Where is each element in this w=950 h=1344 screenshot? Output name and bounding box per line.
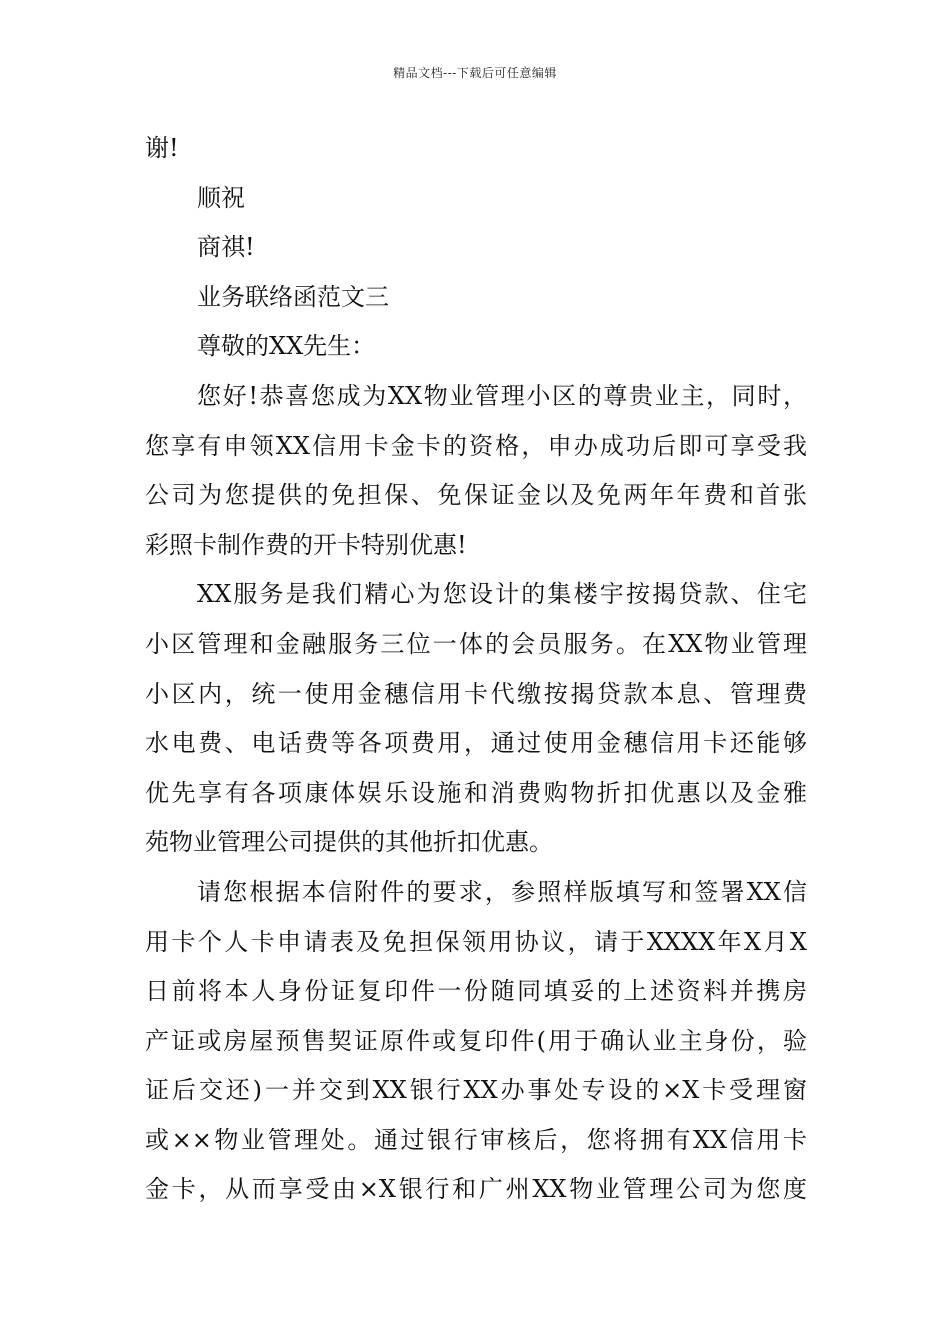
page-header: 精品文档---下载后可任意编辑 [393,66,557,80]
text-line: 顺祝 [197,183,245,212]
text-line: 公司为您提供的免担保、免保证金以及免两年年费和首张 [145,481,807,510]
text-line: 优先享有各项康体娱乐设施和消费购物折扣优惠以及金雅 [145,778,807,807]
text-line: 水电费、电话费等各项费用，通过使用金穗信用卡还能够 [145,729,807,758]
text-line: 请您根据本信附件的要求，参照样版填写和签署XX信 [197,877,807,906]
text-line: 谢! [145,134,179,162]
text-line: 或××物业管理处。通过银行审核后，您将拥有XX信用卡 [145,1125,807,1154]
text-line: 金卡，从而享受由×X银行和广州XX物业管理公司为您度 [145,1175,807,1204]
text-line: 您好!恭喜您成为XX物业管理小区的尊贵业主，同时， [197,381,807,410]
text-line: 小区管理和金融服务三位一体的会员服务。在XX物业管理 [145,629,807,658]
text-line: 苑物业管理公司提供的其他折扣优惠。 [145,828,553,857]
document-body [145,124,807,1215]
text-line: 业务联络函范文三 [197,282,389,311]
text-line: 彩照卡制作费的开卡特别优惠! [145,530,467,559]
text-line: 小区内，统一使用金穗信用卡代缴按揭贷款本息、管理费 [145,679,807,708]
text-line: 您享有申领XX信用卡金卡的资格，申办成功后即可享受我 [145,431,807,460]
text-line: 日前将本人身份证复印件一份随同填妥的上述资料并携房 [145,977,807,1006]
text-line: 尊敬的XX先生： [197,332,376,361]
text-line: 证后交还)一并交到XX银行XX办事处专设的×X卡受理窗 [145,1076,807,1105]
text-line: XX服务是我们精心为您设计的集楼宇按揭贷款、住宅 [197,580,807,609]
text-line: 产证或房屋预售契证原件或复印件(用于确认业主身份，验 [145,1026,807,1055]
text-line: 用卡个人卡申请表及免担保领用协议，请于XXXX年X月X [145,927,807,956]
text-line: 商祺! [197,233,255,262]
